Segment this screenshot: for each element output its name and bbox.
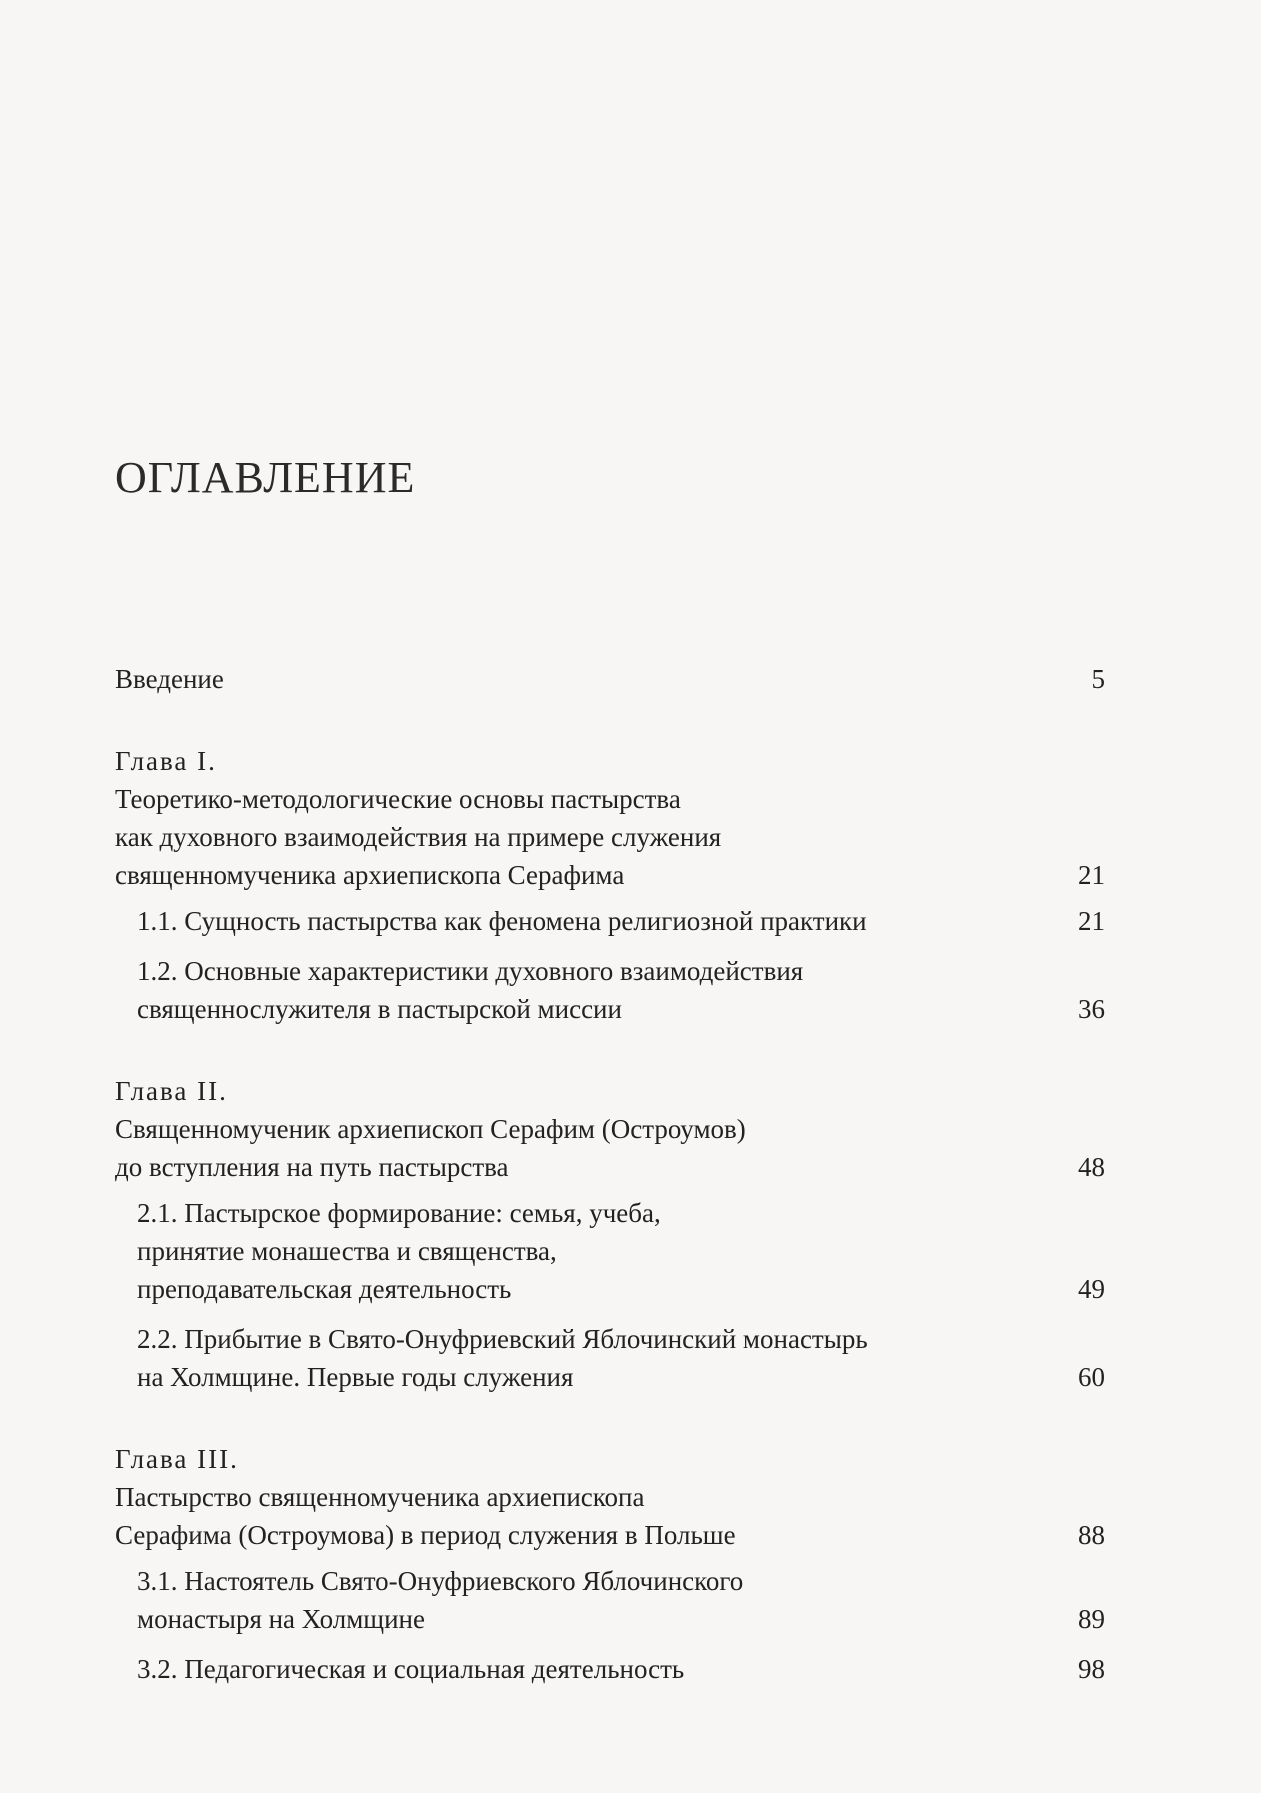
toc-section	[137, 1562, 1105, 1638]
toc-chapter-1	[115, 742, 1105, 1028]
section-title-line: принятие монашества и священства,	[137, 1236, 557, 1266]
toc-chapter-2	[115, 1072, 1105, 1396]
toc-section	[137, 1194, 1105, 1308]
chapter-title-line: Серафима (Остроумова) в период служения в Польше	[115, 1520, 736, 1550]
chapter-label: Глава I.	[115, 746, 217, 776]
page-number: 49	[1078, 1274, 1105, 1304]
chapter-heading	[115, 1072, 1105, 1186]
page-number: 89	[1078, 1604, 1105, 1634]
toc-entry-intro	[115, 660, 1105, 698]
toc-chapter-3	[115, 1440, 1105, 1688]
toc-section	[137, 1650, 1105, 1688]
section-title-line: 1.2. Основные характеристики духовного взаимодействия	[137, 956, 804, 986]
section-title-line: 2.2. Прибытие в Свято-Онуфриевский Яблочинский монастырь	[137, 1324, 868, 1354]
page-number: 21	[1078, 906, 1105, 936]
section-title-line: 3.1. Настоятель Свято-Онуфриевского Яблочинского	[137, 1566, 744, 1596]
chapter-title-line: священномученика архиепископа Серафима	[115, 860, 625, 890]
page-number: 48	[1078, 1152, 1105, 1182]
chapter-label: Глава III.	[115, 1444, 239, 1474]
page-number: 36	[1078, 994, 1105, 1024]
toc-section	[137, 902, 1105, 940]
page-number: 21	[1078, 860, 1105, 890]
section-title-line: на Холмщине. Первые годы служения	[137, 1362, 574, 1392]
section-title-line: монастыря на Холмщине	[137, 1604, 425, 1634]
chapter-title-line: Священномученик архиепископ Серафим (Остроумов)	[115, 1114, 746, 1144]
chapter-label: Глава II.	[115, 1076, 228, 1106]
page-title: ОГЛАВЛЕНИЕ	[115, 453, 416, 502]
chapter-title-line: как духовного взаимодействия на примере служения	[115, 822, 722, 852]
page-number: 60	[1078, 1362, 1105, 1392]
toc-section	[137, 952, 1105, 1028]
chapter-title-line: до вступления на путь пастырства	[115, 1152, 509, 1182]
entry-label: Введение	[115, 664, 224, 694]
toc-section	[137, 1320, 1105, 1396]
section-title-line: священнослужителя в пастырской миссии	[137, 994, 622, 1024]
section-title-line: 2.1. Пастырское формирование: семья, учеба,	[137, 1198, 661, 1228]
page-number: 88	[1078, 1520, 1105, 1550]
section-title-line: преподавательская деятельность	[137, 1274, 512, 1304]
page-number: 5	[1091, 664, 1105, 694]
chapter-heading	[115, 742, 1105, 894]
section-title-line: 3.2. Педагогическая и социальная деятельность	[137, 1654, 685, 1684]
table-of-contents	[115, 660, 1105, 1732]
chapter-heading	[115, 1440, 1105, 1554]
page-number: 98	[1078, 1654, 1105, 1684]
section-title-line: 1.1. Сущность пастырства как феномена религиозной практики	[137, 906, 867, 936]
chapter-title-line: Теоретико-методологические основы пастырства	[115, 784, 681, 814]
chapter-title-line: Пастырство священномученика архиепископа	[115, 1482, 645, 1512]
